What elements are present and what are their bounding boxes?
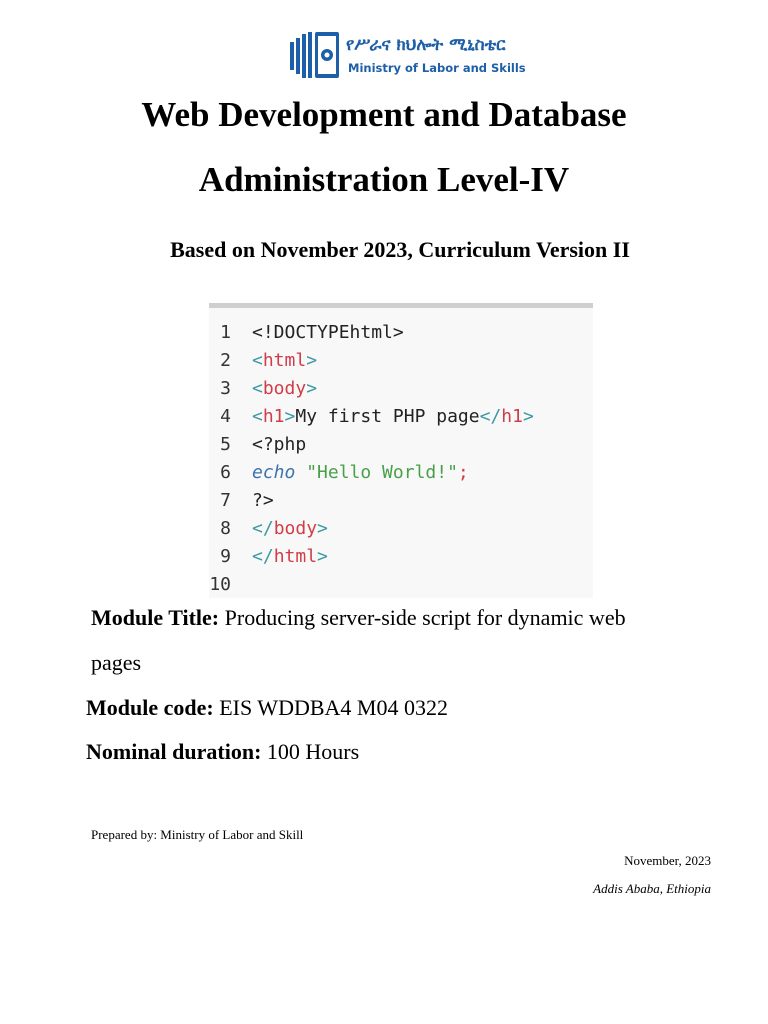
code-text: </body> — [252, 518, 328, 539]
code-line — [209, 515, 328, 543]
nominal-duration-value: 100 Hours — [266, 739, 360, 764]
code-text: <?php — [252, 434, 307, 455]
code-text: echo "Hello World!"; — [252, 462, 469, 483]
code-text: <body> — [252, 378, 318, 399]
code-sample — [209, 303, 593, 598]
module-title-value: Producing server-side script for dynamic web — [224, 605, 626, 630]
line-number: 6 — [220, 462, 231, 483]
line-number: 1 — [220, 322, 231, 343]
module-code-label: Module code: — [86, 695, 214, 720]
module-code-row — [86, 695, 448, 721]
publication-place: Addis Ababa, Ethiopia — [593, 881, 711, 896]
code-text: </html> — [252, 546, 328, 567]
code-line — [209, 487, 274, 515]
line-number: 8 — [220, 518, 231, 539]
ministry-emblem-icon — [288, 30, 342, 80]
ministry-logo — [288, 30, 526, 80]
module-title-label: Module Title: — [91, 605, 220, 630]
code-line — [209, 431, 307, 459]
code-text: <html> — [252, 350, 318, 371]
code-line — [209, 403, 534, 431]
code-line — [209, 543, 328, 571]
code-line — [209, 459, 469, 487]
module-title-continuation: pages — [91, 650, 142, 675]
publication-date: November, 2023 — [624, 853, 711, 868]
code-line — [209, 319, 404, 347]
code-text: ?> — [252, 490, 274, 511]
code-text: <h1>My first PHP page</h1> — [252, 406, 534, 427]
module-code-value: EIS WDDBA4 M04 0322 — [219, 695, 448, 720]
line-number: 10 — [209, 574, 231, 595]
code-text: <!DOCTYPEhtml> — [252, 322, 404, 343]
logo-amharic-text: የሥራና ክህሎት ሚኒስቴር — [346, 35, 506, 55]
code-line — [209, 571, 231, 599]
code-line — [209, 375, 318, 403]
line-number: 3 — [220, 378, 231, 399]
line-number: 2 — [220, 350, 231, 371]
line-number: 7 — [220, 490, 231, 511]
nominal-duration-label: Nominal duration: — [86, 739, 262, 764]
line-number: 4 — [220, 406, 231, 427]
document-title-line-1: Web Development and Database — [141, 95, 627, 134]
line-number: 9 — [220, 546, 231, 567]
document-title-line-2: Administration Level-IV — [198, 160, 570, 199]
module-title-row — [91, 605, 626, 631]
prepared-by: Prepared by: Ministry of Labor and Skill — [91, 827, 304, 842]
nominal-duration-row — [86, 739, 359, 765]
logo-english-text: Ministry of Labor and Skills — [348, 61, 526, 75]
line-number: 5 — [220, 434, 231, 455]
document-subtitle: Based on November 2023, Curriculum Version II — [170, 237, 630, 262]
code-line — [209, 347, 318, 375]
